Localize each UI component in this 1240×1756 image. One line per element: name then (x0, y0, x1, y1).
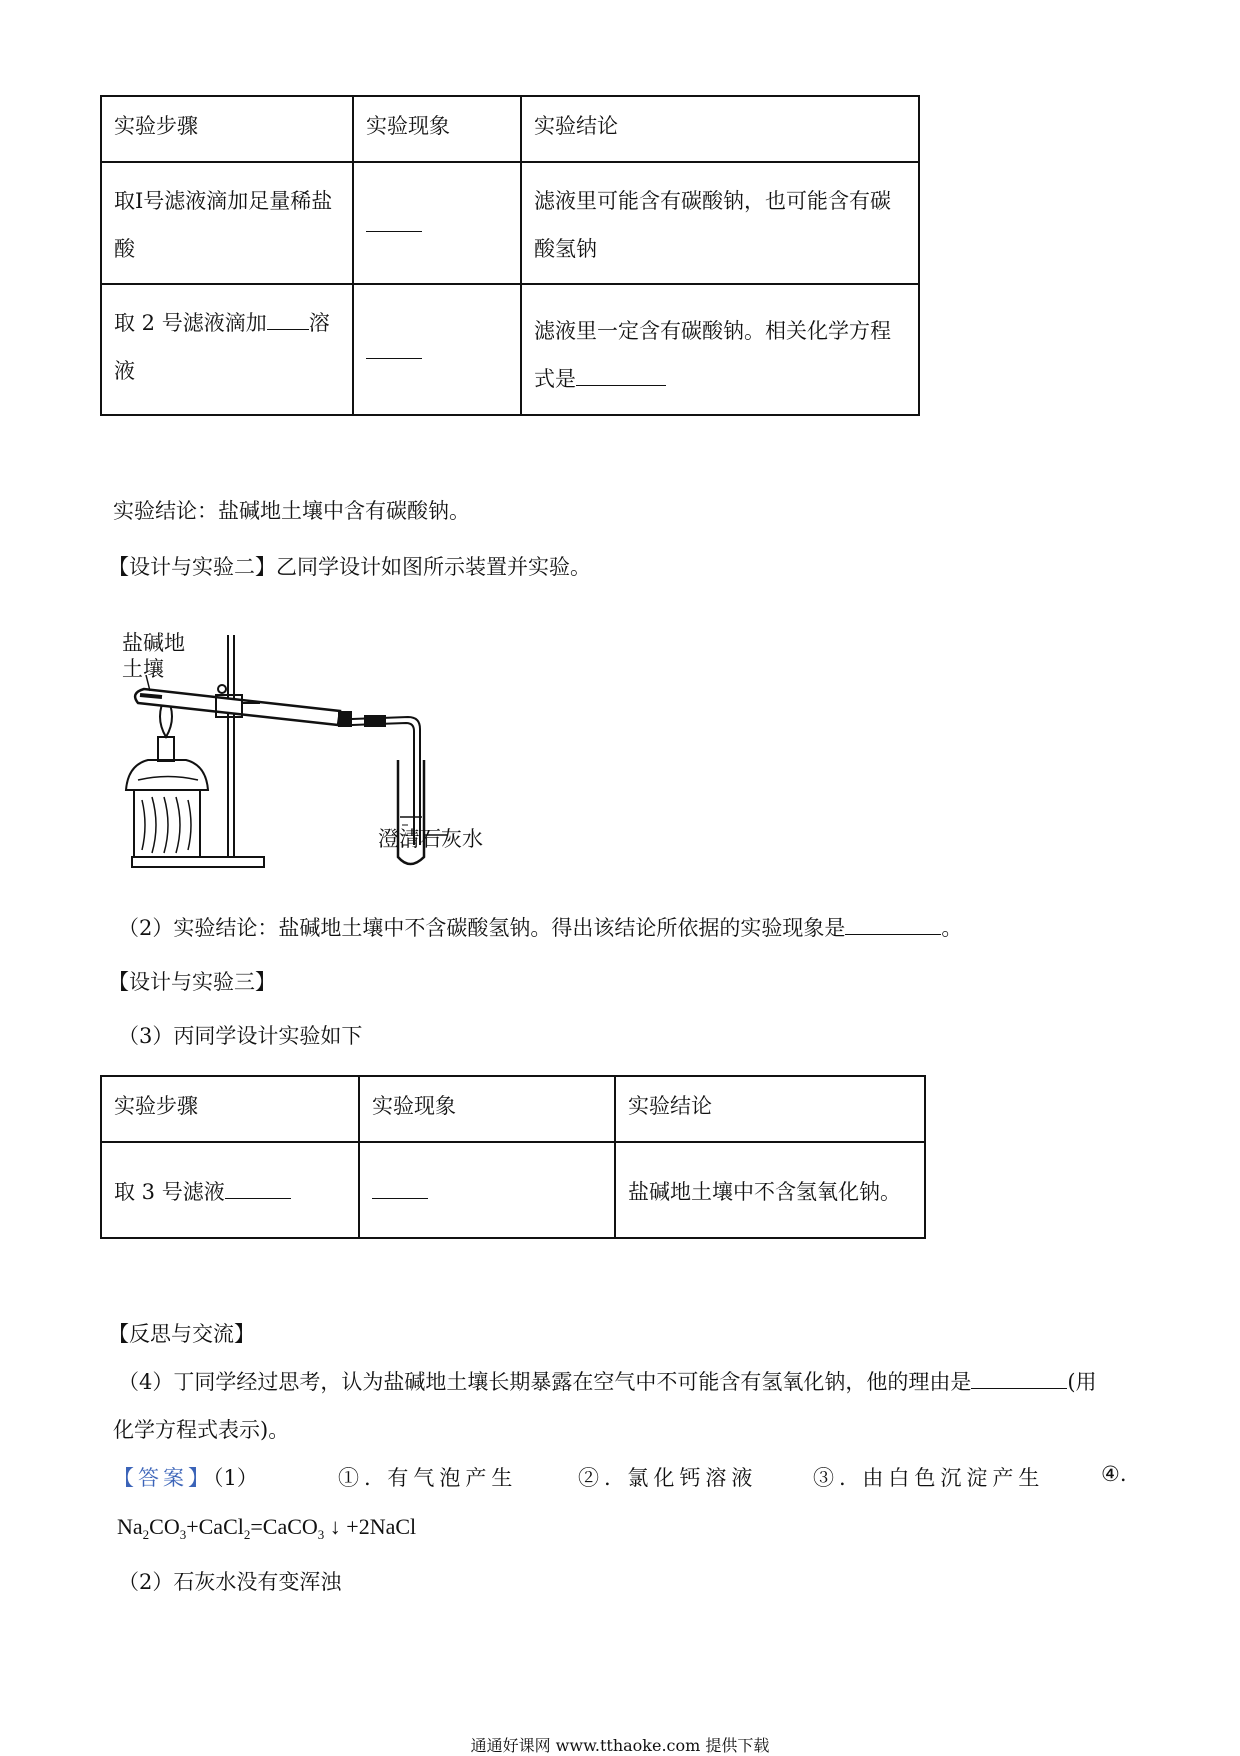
table1-row1-phenomenon (353, 162, 521, 284)
question-4-line-2: 化学方程式表示)。 (113, 1418, 290, 1442)
question-4-end: (用 (1067, 1370, 1097, 1394)
question-2-end: 。 (941, 916, 963, 940)
table2-header-conclusion: 实验结论 (615, 1076, 925, 1142)
answer-equation: $Na_2CO_3+CaCl_2=CaCO_3$ ↓ +2NaCl (117, 1514, 417, 1542)
design2-heading: 【设计与实验二】乙同学设计如图所示装置并实验。 (108, 555, 591, 579)
answer-item-1: ①. 有气泡产生 (338, 1466, 518, 1490)
page-footer: 通通好课网 www.tthaoke.com 提供下载 (470, 1736, 770, 1755)
table1-row2-step-post: 溶液 (114, 311, 330, 383)
question-2 (118, 912, 962, 942)
answer-item-2: ②. 氯化钙溶液 (578, 1466, 758, 1490)
figure-label-limewater: 澄清石灰水 (378, 827, 483, 851)
question-4-line-1 (118, 1366, 1097, 1396)
design3-heading: 【设计与实验三】 (108, 970, 276, 994)
table1-row2-step (101, 284, 353, 415)
table2-row1-phenomenon (359, 1142, 615, 1238)
table1-row1-step: 取Ⅰ号滤液滴加足量稀盐酸 (101, 162, 353, 284)
experiment-table-2 (100, 1075, 926, 1239)
answer-label: 【答案】 (113, 1466, 213, 1490)
figure-label-soil-1: 盐碱地 (122, 631, 185, 655)
question-3: （3）丙同学设计实验如下 (118, 1024, 363, 1048)
table1-row1-conclusion: 滤液里可能含有碳酸钠，也可能含有碳酸氢钠 (521, 162, 919, 284)
answer-part-1: （1） (213, 1466, 258, 1490)
experiment-table-1 (100, 95, 920, 416)
table2-header-step: 实验步骤 (101, 1076, 359, 1142)
table1-header-phenomenon: 实验现象 (353, 96, 521, 162)
table2-row1-conclusion: 盐碱地土壤中不含氢氧化钠。 (615, 1142, 925, 1238)
table1-header-conclusion: 实验结论 (521, 96, 919, 162)
answer-line-2: （2）石灰水没有变浑浊 (118, 1570, 342, 1594)
answer-item-3: ③. 由白色沉淀产生 (813, 1466, 1045, 1490)
table1-row2-conclusion (521, 284, 919, 415)
paragraph-conclusion: 实验结论：盐碱地土壤中含有碳酸钠。 (113, 499, 470, 523)
table1-row2-phenomenon (353, 284, 521, 415)
table1-row2-step-pre: 取 2 号滤液滴加 (114, 311, 267, 335)
question-4-text: （4）丁同学经过思考，认为盐碱地土壤长期暴露在空气中不可能含有氢氧化钠，他的理由是 (118, 1370, 972, 1394)
answer-item-4: ④. (1101, 1462, 1127, 1486)
reflection-heading: 【反思与交流】 (108, 1322, 255, 1346)
table2-row1-step (101, 1142, 359, 1238)
figure-label-soil-2: 土壤 (122, 657, 164, 681)
table1-header-step: 实验步骤 (101, 96, 353, 162)
table1-row2-conclusion-text: 滤液里一定含有碳酸钠。相关化学方程式是 (534, 319, 891, 391)
question-2-text: （2）实验结论：盐碱地土壤中不含碳酸氢钠。得出该结论所依据的实验现象是 (118, 916, 846, 940)
table2-row1-step-text: 取 3 号滤液 (114, 1180, 225, 1204)
table2-header-phenomenon: 实验现象 (359, 1076, 615, 1142)
answer-line-1 (113, 1462, 1133, 1492)
apparatus-figure (118, 625, 518, 875)
